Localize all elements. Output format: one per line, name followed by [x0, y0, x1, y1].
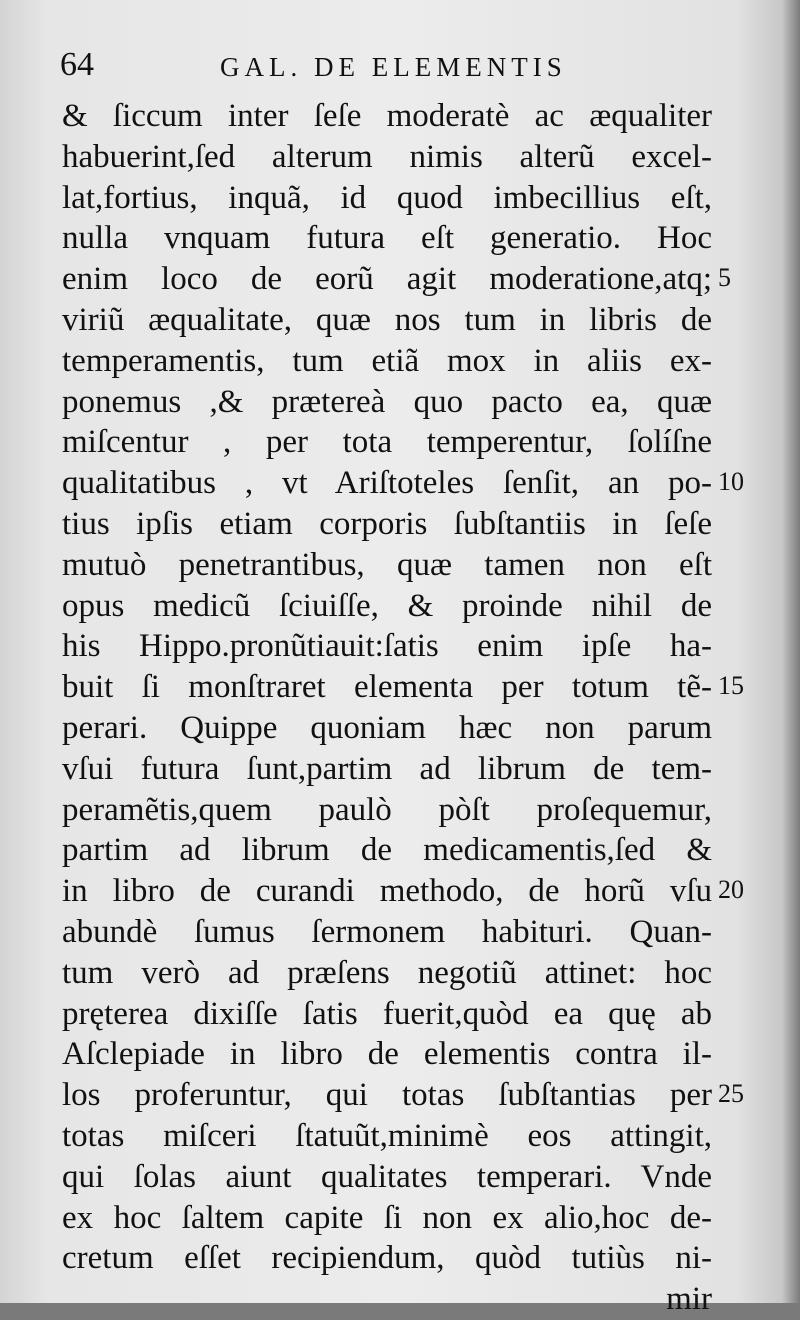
text-line: qualitatibus , vt Ariſtoteles ſenſit, an po- — [62, 465, 712, 502]
text-line: totas miſceri ſtatuũt,minimè eos attingit, — [62, 1117, 712, 1154]
line-number: 20 — [718, 875, 744, 905]
text-line: qui ſolas aiunt qualitates temperari. Vnde — [62, 1158, 712, 1195]
text-line: nulla vnquam futura eſt generatio. Hoc — [62, 220, 712, 257]
line-number: 15 — [718, 671, 744, 701]
text-line: lat,fortius, inquã, id quod imbecillius eſt, — [62, 179, 712, 216]
text-line: & ſiccum inter ſeſe moderatè ac æqualiter — [62, 98, 712, 134]
line-number: 10 — [718, 467, 744, 497]
text-line: perari. Quippe quoniam hæc non parum — [62, 709, 712, 746]
text-line: peramẽtis,quem paulò pòſt proſequemur, — [62, 791, 712, 828]
text-line: mir — [666, 1281, 712, 1318]
text-line: pręterea dixiſſe ſatis fuerit,quòd ea quę ab — [62, 995, 712, 1032]
text-line: cretum eſſet recipiendum, quòd tutiùs ni- — [62, 1240, 712, 1277]
text-line: los proferuntur, qui totas ſubſtantias per — [62, 1077, 712, 1114]
text-line: buit ſi monſtraret elementa per totum tẽ- — [62, 669, 712, 706]
text-line: opus medicũ ſciuiſſe, & proinde nihil de — [62, 587, 712, 624]
line-number: 5 — [718, 263, 731, 293]
text-line: Aſclepiade in libro de elementis contra il- — [62, 1036, 712, 1073]
text-line: mutuò penetrantibus, quæ tamen non eſt — [62, 546, 712, 583]
text-line: vſui futura ſunt,partim ad librum de tem- — [62, 750, 712, 787]
text-line: ponemus ,& prætereà quo pacto ea, quæ — [62, 383, 712, 420]
body-text — [62, 96, 712, 1320]
text-line: miſcentur , per tota temperentur, ſolíſne — [62, 424, 712, 461]
text-line: his Hippo.pronũtiauit:ſatis enim ipſe ha- — [62, 628, 712, 665]
text-line: abundè ſumus ſermonem habituri. Quan- — [62, 913, 712, 950]
text-line: tius ipſis etiam corporis ſubſtantiis in ſeſe — [62, 505, 712, 542]
text-line: temperamentis, tum etiã mox in aliis ex- — [62, 342, 712, 379]
text-line: viriũ æqualitate, quæ nos tum in libris de — [62, 301, 712, 338]
text-line: ex hoc ſaltem capite ſi non ex alio,hoc de- — [62, 1199, 712, 1236]
line-number: 25 — [718, 1079, 744, 1109]
text-line: enim loco de eorũ agit moderatione,atq; — [62, 261, 712, 298]
page-header — [60, 46, 700, 90]
page-number: 64 — [60, 46, 94, 83]
text-line: in libro de curandi methodo, de horũ vſu — [62, 873, 712, 910]
text-line: tum verò ad præſens negotiũ attinet: hoc — [62, 954, 712, 991]
text-line: habuerint,ſed alterum nimis alterũ excel- — [62, 138, 712, 175]
running-head: GAL. DE ELEMENTIS — [220, 52, 567, 82]
text-line: partim ad librum de medicamentis,ſed & — [62, 832, 712, 869]
